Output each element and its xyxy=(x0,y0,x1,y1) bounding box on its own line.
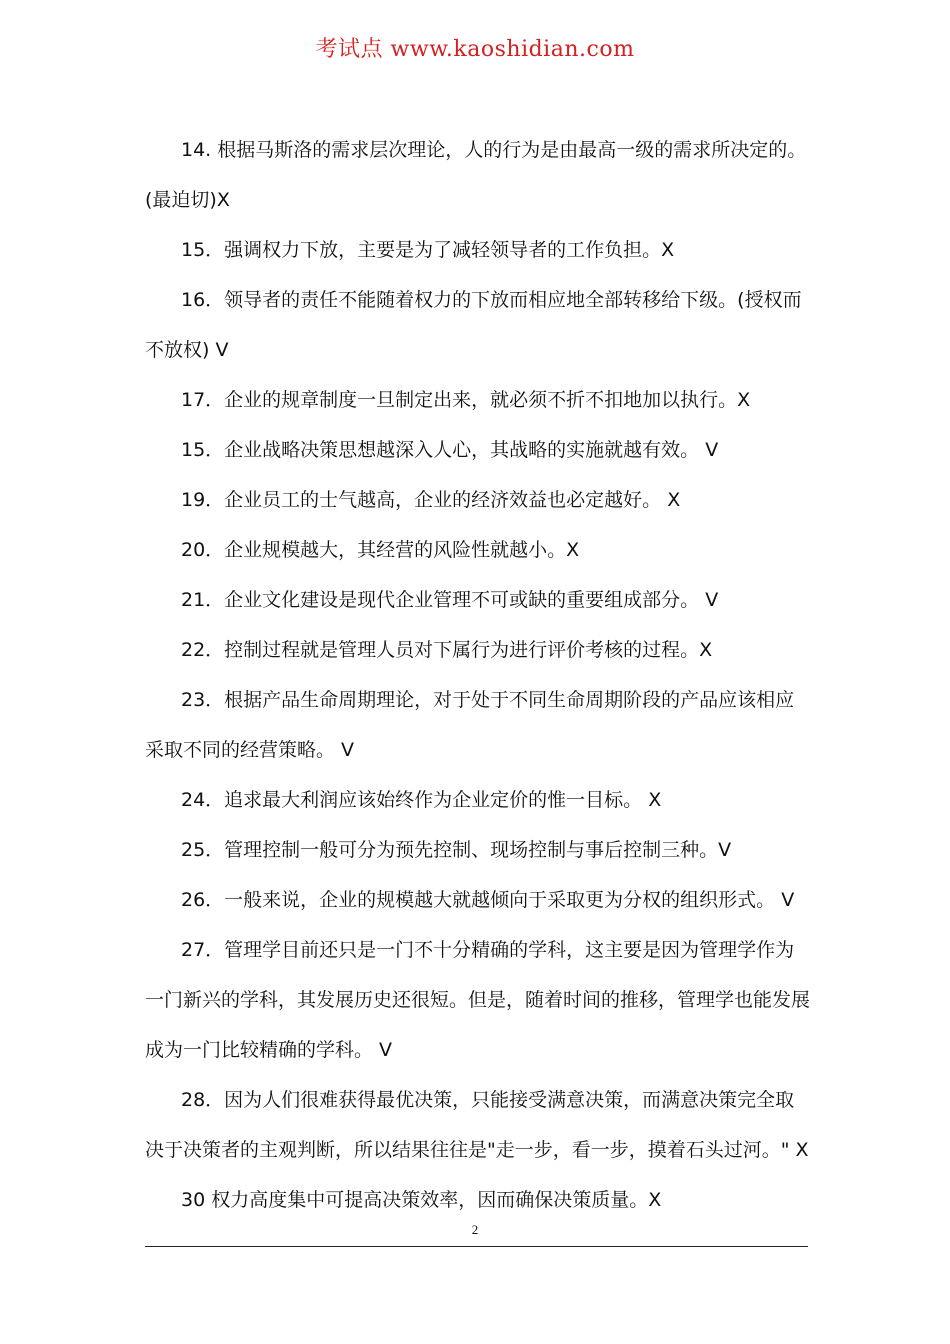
statement-23: 23．根据产品生命周期理论，对于处于不同生命周期阶段的产品应该相应采取不同的经营策略。 V xyxy=(145,689,795,761)
statement-15b: 15．企业战略决策思想越深入人心，其战略的实施就越有效。 V xyxy=(181,439,719,461)
statement-16: 16．领导者的责任不能随着权力的下放而相应地全部转移给下级。(授权而不放权) V xyxy=(145,289,802,361)
statement-24: 24．追求最大利润应该始终作为企业定价的惟一目标。 X xyxy=(181,789,662,811)
statement-30: 30 权力高度集中可提高决策效率，因而确保决策质量。X xyxy=(181,1189,662,1211)
statement-21: 21．企业文化建设是现代企业管理不可或缺的重要组成部分。 V xyxy=(181,589,719,611)
statement-17: 17．企业的规章制度一旦制定出来，就必须不折不扣地加以执行。X xyxy=(181,389,751,411)
statement-26: 26．一般来说，企业的规模越大就越倾向于采取更为分权的组织形式。 V xyxy=(181,889,795,911)
statement-14: 14. 根据马斯洛的需求层次理论，人的行为是由最高一级的需求所决定的。(最迫切)X xyxy=(145,139,807,211)
statement-27: 27．管理学目前还只是一门不十分精确的学科，这主要是因为管理学作为一门新兴的学科，其发展历史还很短。但是，随着时间的推移，管理学也能发展成为一门比较精确的学科。 V xyxy=(145,939,811,1061)
statement-22: 22．控制过程就是管理人员对下属行为进行评价考核的过程。X xyxy=(181,639,713,661)
statement-28: 28．因为人们很难获得最优决策，只能接受满意决策，而满意决策完全取决于决策者的主观判断，所以结果往往是"走一步，看一步，摸着石头过河。" X xyxy=(145,1089,809,1161)
statement-25: 25．管理控制一般可分为预先控制、现场控制与事后控制三种。V xyxy=(181,839,732,861)
site-header: 考试点 www.kaoshidian.com xyxy=(315,37,635,62)
page-number: 2 xyxy=(471,1222,479,1237)
document-body xyxy=(145,125,810,1225)
footer-divider xyxy=(145,1246,808,1247)
statement-20: 20．企业规模越大，其经营的风险性就越小。X xyxy=(181,539,580,561)
statement-19: 19．企业员工的士气越高，企业的经济效益也必定越好。 X xyxy=(181,489,681,511)
statement-15: 15．强调权力下放，主要是为了减轻领导者的工作负担。X xyxy=(181,239,675,261)
